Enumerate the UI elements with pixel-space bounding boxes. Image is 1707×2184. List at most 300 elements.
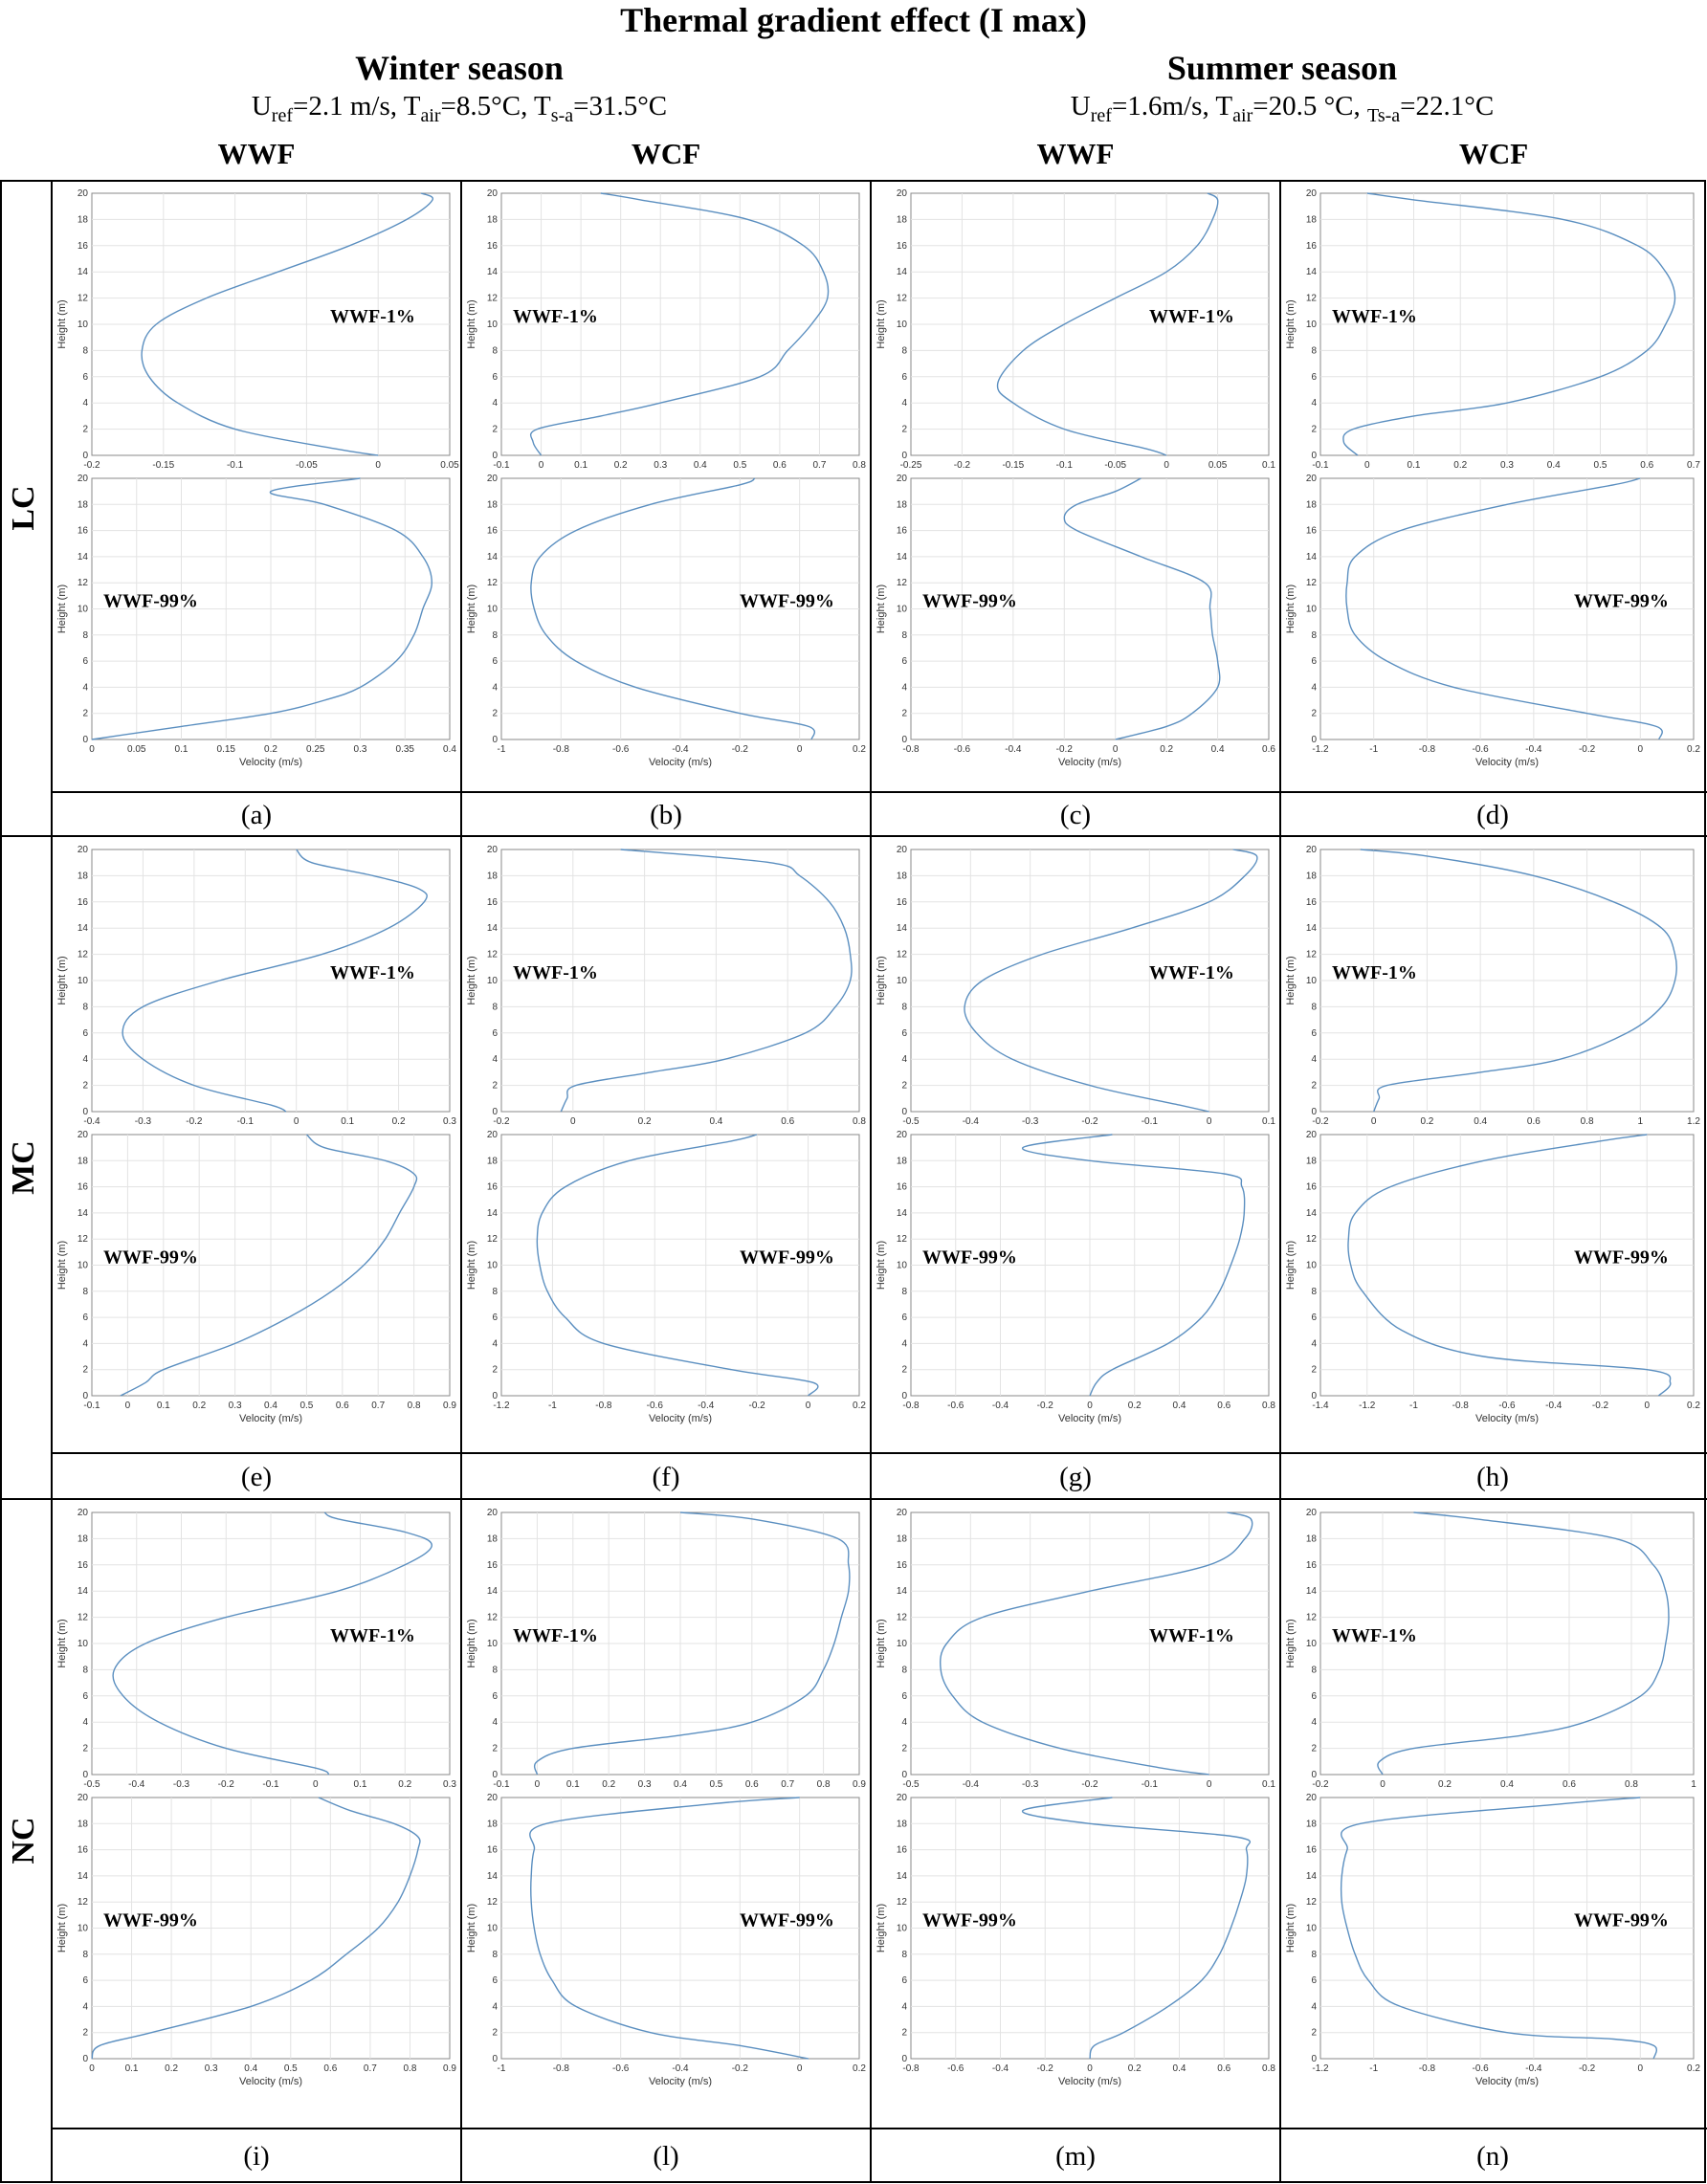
winter-tsa: =31.5°C	[573, 91, 668, 121]
figure-title: Thermal gradient effect (I max)	[620, 1, 1087, 39]
x-axis-label: Velocity (m/s)	[1474, 1413, 1540, 1424]
x-tick-label: -0.6	[612, 744, 630, 755]
x-tick-label: 0.2	[398, 1779, 412, 1790]
y-tick-label: 18	[896, 499, 907, 511]
plot-top-g	[876, 845, 1275, 1127]
x-tick-label: 0.1	[156, 1401, 170, 1411]
y-tick-label: 6	[901, 1975, 907, 1987]
y-tick-label: 16	[896, 896, 907, 908]
x-tick-label: 0.8	[403, 2063, 417, 2074]
y-tick-label: 0	[901, 1107, 907, 1117]
x-tick-label: 0.4	[1546, 460, 1561, 471]
x-axis-label: Velocity (m/s)	[1057, 757, 1122, 768]
y-axis-label: Height (m)	[876, 1903, 887, 1953]
y-tick-label: 14	[1305, 267, 1317, 278]
y-tick-label: 12	[77, 578, 88, 589]
y-tick-label: 8	[82, 1286, 88, 1297]
y-tick-label: 10	[486, 604, 498, 615]
y-tick-label: 18	[896, 871, 907, 882]
x-axis-label: Velocity (m/s)	[238, 2076, 303, 2087]
x-tick-label: -0.3	[1022, 1116, 1039, 1127]
y-tick-label: 8	[1311, 1949, 1317, 1960]
x-tick-label: 1.2	[1687, 1116, 1700, 1127]
x-tick-label: -0.6	[1472, 744, 1489, 755]
y-tick-label: 12	[1305, 1234, 1317, 1246]
y-tick-label: 10	[896, 320, 907, 330]
x-tick-label: 0	[1370, 1116, 1377, 1127]
x-tick-label: 0.3	[443, 1779, 456, 1790]
y-tick-label: 6	[1311, 1975, 1317, 1987]
y-tick-label: 8	[82, 1665, 88, 1676]
summer-uref: =1.6m/s, T	[1111, 91, 1233, 121]
x-tick-label: -0.2	[748, 1401, 765, 1411]
winter-uref: =2.1 m/s, T	[292, 91, 421, 121]
plot-bottom-e	[56, 1130, 456, 1424]
y-tick-label: 12	[77, 293, 88, 304]
y-tick-label: 14	[486, 1586, 498, 1598]
x-tick-label: 0.1	[1262, 1116, 1275, 1127]
y-tick-label: 16	[77, 1844, 88, 1856]
y-tick-label: 20	[77, 1130, 88, 1140]
x-tick-label: 0.2	[637, 1116, 652, 1127]
x-tick-label: 0.05	[1208, 460, 1228, 471]
curve-annotation: WWF-99%	[1574, 590, 1669, 612]
y-tick-label: 18	[486, 1533, 498, 1545]
plot-top-i	[56, 1508, 456, 1790]
y-tick-label: 10	[486, 1923, 498, 1934]
curve-annotation: WWF-1%	[1332, 1625, 1417, 1646]
y-axis-label: Height (m)	[56, 956, 68, 1005]
panel-caption: (a)	[240, 800, 273, 830]
curve-annotation: WWF-99%	[740, 1909, 834, 1931]
y-tick-label: 8	[492, 345, 498, 357]
y-tick-label: 6	[82, 1975, 88, 1987]
y-tick-label: 4	[901, 1054, 907, 1066]
y-tick-label: 20	[896, 845, 907, 855]
x-tick-label: 0.7	[812, 460, 827, 471]
y-axis-label: Height (m)	[1285, 956, 1297, 1005]
x-tick-label: 0.2	[613, 460, 628, 471]
y-tick-label: 10	[896, 604, 907, 615]
y-tick-label: 6	[901, 1027, 907, 1039]
y-tick-label: 20	[896, 188, 907, 199]
x-tick-label: -1	[1369, 744, 1379, 755]
y-tick-label: 8	[82, 345, 88, 357]
y-tick-label: 10	[896, 1639, 907, 1649]
x-tick-label: -0.4	[1525, 2063, 1542, 2074]
curve-annotation: WWF-1%	[1149, 1625, 1234, 1646]
x-tick-label: -0.2	[1055, 744, 1073, 755]
y-tick-label: 0	[82, 2054, 88, 2064]
x-tick-label: -0.2	[1578, 744, 1596, 755]
curve-annotation: WWF-99%	[922, 1246, 1017, 1268]
curve-annotation: WWF-1%	[1149, 962, 1234, 983]
curve-annotation: WWF-1%	[513, 1625, 598, 1646]
y-tick-label: 14	[896, 1870, 907, 1882]
y-tick-label: 16	[77, 896, 88, 908]
x-tick-label: -0.6	[1498, 1401, 1516, 1411]
x-tick-label: 0.2	[1687, 744, 1700, 755]
y-tick-label: 16	[77, 240, 88, 252]
panel-caption: (g)	[1059, 1462, 1092, 1492]
x-tick-label: 0.3	[228, 1401, 242, 1411]
winter-conditions	[86, 91, 832, 127]
y-tick-label: 4	[901, 398, 907, 409]
x-tick-label: 0.4	[1500, 1779, 1514, 1790]
y-tick-label: 16	[1305, 240, 1317, 252]
y-tick-label: 8	[492, 1002, 498, 1013]
y-tick-label: 16	[486, 1844, 498, 1856]
x-tick-label: 0.2	[1687, 2063, 1700, 2074]
y-tick-label: 12	[486, 949, 498, 960]
curve-annotation: WWF-1%	[330, 962, 415, 983]
x-tick-label: -1.4	[1312, 1401, 1329, 1411]
y-tick-label: 0	[82, 1107, 88, 1117]
x-tick-label: -1.2	[1312, 2063, 1329, 2074]
y-tick-label: 2	[82, 1080, 88, 1092]
y-axis-label: Height (m)	[1285, 1903, 1297, 1953]
y-tick-label: 4	[82, 2001, 88, 2013]
y-tick-label: 12	[1305, 293, 1317, 304]
panel-caption: (i)	[243, 2141, 270, 2172]
x-tick-label: -0.1	[493, 1779, 510, 1790]
x-tick-label: -0.4	[672, 2063, 689, 2074]
x-tick-label: -0.4	[1545, 1401, 1563, 1411]
x-tick-label: 0	[570, 1116, 576, 1127]
plot-top-n	[1285, 1508, 1696, 1790]
x-tick-label: 0	[1087, 2063, 1093, 2074]
y-tick-label: 6	[492, 656, 498, 668]
air-subscript: air	[1232, 104, 1253, 126]
y-tick-label: 18	[486, 499, 498, 511]
x-tick-label: -1	[547, 1401, 557, 1411]
y-axis-label: Height (m)	[56, 1903, 68, 1953]
y-tick-label: 10	[1305, 604, 1317, 615]
y-tick-label: 14	[77, 923, 88, 935]
plot-bottom-f	[466, 1130, 866, 1424]
y-tick-label: 10	[1305, 1639, 1317, 1649]
y-tick-label: 0	[901, 1391, 907, 1401]
x-tick-label: -0.3	[1022, 1779, 1039, 1790]
x-tick-label: 0.1	[124, 2063, 139, 2074]
ref-subscript: ref	[1090, 104, 1112, 126]
y-tick-label: 14	[896, 923, 907, 935]
x-tick-label: 0.4	[674, 1779, 687, 1790]
y-tick-label: 18	[1305, 1156, 1317, 1167]
x-tick-label: 0.2	[1438, 1779, 1452, 1790]
y-tick-label: 16	[486, 525, 498, 537]
y-tick-label: 16	[1305, 1181, 1317, 1193]
column-header-wcf-winter: WCF	[631, 137, 701, 170]
y-tick-label: 20	[486, 1130, 498, 1140]
x-tick-label: 0.4	[709, 1116, 723, 1127]
y-tick-label: 14	[1305, 551, 1317, 563]
summer-tair: =20.5 °C,	[1253, 91, 1368, 121]
y-tick-label: 20	[896, 474, 907, 484]
y-tick-label: 2	[82, 424, 88, 435]
x-tick-label: -0.4	[1005, 744, 1022, 755]
y-tick-label: 20	[486, 845, 498, 855]
y-tick-label: 10	[896, 976, 907, 986]
y-tick-label: 0	[492, 1107, 498, 1117]
x-tick-label: 0.8	[816, 1779, 831, 1790]
y-tick-label: 18	[77, 871, 88, 882]
y-tick-label: 18	[1305, 1533, 1317, 1545]
x-tick-label: 0	[1644, 1401, 1651, 1411]
plot-bottom-l	[466, 1793, 866, 2087]
panel-caption: (l)	[653, 2141, 679, 2172]
x-tick-label: -0.1	[1141, 1779, 1158, 1790]
x-tick-label: -0.1	[226, 460, 244, 471]
y-tick-label: 6	[82, 1027, 88, 1039]
y-tick-label: 4	[492, 1338, 498, 1350]
x-tick-label: 0	[89, 744, 95, 755]
y-tick-label: 12	[896, 949, 907, 960]
curve-annotation: WWF-99%	[103, 1246, 198, 1268]
x-tick-label: 0.6	[1563, 1779, 1576, 1790]
y-tick-label: 16	[896, 1559, 907, 1571]
y-tick-label: 10	[1305, 1260, 1317, 1271]
y-tick-label: 4	[492, 1054, 498, 1066]
x-tick-label: 0.5	[733, 460, 747, 471]
row-label: LC	[5, 485, 41, 531]
x-tick-label: -0.2	[186, 1116, 203, 1127]
y-tick-label: 20	[896, 1130, 907, 1140]
y-tick-label: 16	[486, 1559, 498, 1571]
y-tick-label: 16	[896, 1181, 907, 1193]
y-tick-label: 0	[492, 451, 498, 461]
x-tick-label: 0.5	[709, 1779, 723, 1790]
panel-caption: (m)	[1055, 2141, 1096, 2172]
x-tick-label: -1	[1369, 2063, 1379, 2074]
x-tick-label: 0	[1637, 2063, 1644, 2074]
y-tick-label: 20	[77, 1508, 88, 1518]
y-tick-label: 20	[77, 474, 88, 484]
y-tick-label: 4	[82, 682, 88, 694]
x-tick-label: -0.8	[902, 2063, 920, 2074]
ref-subscript: ref	[271, 104, 293, 126]
x-tick-label: -0.1	[236, 1116, 254, 1127]
y-tick-label: 0	[82, 1770, 88, 1780]
plot-bottom-n	[1285, 1793, 1700, 2087]
y-tick-label: 18	[77, 1533, 88, 1545]
plot-bottom-i	[56, 1793, 456, 2087]
y-tick-label: 4	[1311, 1338, 1317, 1350]
x-tick-label: -0.8	[1418, 2063, 1436, 2074]
y-tick-label: 20	[1305, 474, 1317, 484]
y-tick-label: 18	[1305, 871, 1317, 882]
panel-caption: (e)	[240, 1462, 273, 1492]
y-tick-label: 2	[82, 1364, 88, 1376]
x-tick-label: 0.5	[1593, 460, 1607, 471]
x-tick-label: 0.6	[772, 460, 787, 471]
x-tick-label: -0.3	[172, 1779, 190, 1790]
x-tick-label: 0.1	[1262, 460, 1275, 471]
y-tick-label: 12	[1305, 949, 1317, 960]
curve-annotation: WWF-99%	[922, 590, 1017, 612]
x-tick-label: 0.3	[637, 1779, 652, 1790]
y-tick-label: 8	[492, 1665, 498, 1676]
x-tick-label: 0.4	[1210, 744, 1225, 755]
x-tick-label: -0.8	[1418, 744, 1436, 755]
y-axis-label: Height (m)	[876, 1619, 887, 1668]
x-tick-label: 0	[375, 460, 381, 471]
x-tick-label: -0.2	[493, 1116, 510, 1127]
y-tick-label: 10	[77, 1639, 88, 1649]
x-tick-label: 0	[796, 2063, 803, 2074]
y-tick-label: 18	[1305, 1819, 1317, 1830]
y-tick-label: 12	[896, 293, 907, 304]
x-tick-label: -1.2	[1312, 744, 1329, 755]
y-tick-label: 18	[486, 1156, 498, 1167]
y-tick-label: 8	[901, 1286, 907, 1297]
y-tick-label: 18	[77, 499, 88, 511]
plot-bottom-b	[466, 474, 866, 768]
x-tick-label: -0.1	[493, 460, 510, 471]
x-tick-label: -0.4	[991, 1401, 1009, 1411]
y-tick-label: 20	[77, 1793, 88, 1803]
y-tick-label: 20	[1305, 1508, 1317, 1518]
y-tick-label: 14	[77, 1870, 88, 1882]
y-tick-label: 12	[1305, 578, 1317, 589]
y-tick-label: 8	[901, 1002, 907, 1013]
x-axis-label: Velocity (m/s)	[1474, 757, 1540, 768]
x-tick-label: -0.2	[953, 460, 971, 471]
plot-top-e	[56, 845, 456, 1127]
x-tick-label: 0.6	[1526, 1116, 1541, 1127]
y-tick-label: 0	[1311, 1107, 1317, 1117]
y-tick-label: 8	[901, 1665, 907, 1676]
x-tick-label: -0.4	[672, 744, 689, 755]
x-tick-label: -0.6	[612, 2063, 630, 2074]
y-tick-label: 14	[896, 267, 907, 278]
x-tick-label: 0.2	[853, 1401, 866, 1411]
y-tick-label: 2	[82, 2027, 88, 2039]
y-tick-label: 2	[492, 1364, 498, 1376]
y-tick-label: 16	[1305, 1559, 1317, 1571]
curve-annotation: WWF-1%	[1332, 306, 1417, 327]
y-tick-label: 18	[486, 871, 498, 882]
y-tick-label: 2	[1311, 708, 1317, 719]
y-tick-label: 6	[82, 1313, 88, 1324]
x-tick-label: -0.4	[698, 1401, 715, 1411]
x-tick-label: -0.05	[296, 460, 318, 471]
y-axis-label: Height (m)	[876, 584, 887, 634]
plot-top-b	[466, 188, 866, 471]
x-tick-label: -0.8	[552, 2063, 569, 2074]
y-tick-label: 10	[896, 1923, 907, 1934]
x-tick-label: 0.7	[781, 1779, 795, 1790]
y-axis-label: Height (m)	[56, 1240, 68, 1291]
y-tick-label: 6	[492, 1975, 498, 1987]
x-tick-label: 0.2	[391, 1116, 406, 1127]
y-tick-label: 20	[486, 188, 498, 199]
x-tick-label: 0.25	[306, 744, 325, 755]
y-tick-label: 4	[82, 1338, 88, 1350]
y-tick-label: 0	[901, 735, 907, 745]
plot-top-m	[876, 1508, 1275, 1790]
y-tick-label: 6	[901, 1690, 907, 1702]
curve-annotation: WWF-99%	[1574, 1246, 1669, 1268]
x-tick-label: 0	[293, 1116, 299, 1127]
curve-annotation: WWF-99%	[740, 590, 834, 612]
plot-bottom-g	[876, 1130, 1275, 1424]
y-tick-label: 12	[896, 1234, 907, 1246]
x-tick-label: -1.2	[1359, 1401, 1376, 1411]
x-axis-label: Velocity (m/s)	[648, 2076, 713, 2087]
y-tick-label: 4	[901, 2001, 907, 2013]
y-tick-label: 4	[492, 2001, 498, 2013]
y-tick-label: 12	[486, 1612, 498, 1623]
y-tick-label: 6	[1311, 1313, 1317, 1324]
x-tick-label: 0	[1206, 1779, 1212, 1790]
y-tick-label: 18	[486, 214, 498, 226]
x-tick-label: -0.2	[1036, 2063, 1053, 2074]
x-tick-label: -0.2	[1081, 1116, 1098, 1127]
y-tick-label: 4	[1311, 682, 1317, 694]
x-tick-label: 0.8	[407, 1401, 421, 1411]
y-tick-label: 4	[1311, 2001, 1317, 2013]
y-tick-label: 6	[492, 371, 498, 383]
y-tick-label: 10	[1305, 320, 1317, 330]
y-tick-label: 12	[896, 1897, 907, 1908]
x-tick-label: -0.2	[1578, 2063, 1596, 2074]
y-axis-label: Height (m)	[466, 956, 477, 1005]
y-tick-label: 10	[486, 1260, 498, 1271]
y-tick-label: 2	[492, 1743, 498, 1754]
winter-season-title: Winter season	[355, 49, 564, 87]
x-tick-label: -0.2	[1312, 1779, 1329, 1790]
x-tick-label: 0.1	[1262, 1779, 1275, 1790]
column-header-wwf-winter: WWF	[217, 137, 296, 170]
x-tick-label: 0.6	[1262, 744, 1275, 755]
y-tick-label: 10	[486, 976, 498, 986]
panel-caption: (f)	[652, 1462, 680, 1492]
panel-caption: (b)	[650, 800, 682, 830]
x-tick-label: -0.1	[1055, 460, 1073, 471]
column-header-wcf-summer: WCF	[1458, 137, 1529, 170]
y-axis-label: Height (m)	[466, 584, 477, 634]
y-tick-label: 16	[77, 1181, 88, 1193]
y-axis-label: Height (m)	[876, 299, 887, 349]
x-tick-label: -0.3	[134, 1116, 152, 1127]
row-label: MC	[5, 1140, 41, 1195]
x-tick-label: -0.6	[947, 2063, 964, 2074]
x-tick-label: -0.4	[128, 1779, 145, 1790]
x-tick-label: -0.05	[1104, 460, 1127, 471]
x-tick-label: 0.6	[323, 2063, 338, 2074]
x-tick-label: 0.4	[693, 460, 707, 471]
x-tick-label: 0	[1363, 460, 1370, 471]
x-axis-label: Velocity (m/s)	[238, 757, 303, 768]
y-tick-label: 18	[486, 1819, 498, 1830]
profiles-grid	[0, 180, 1707, 2184]
y-tick-label: 2	[901, 1080, 907, 1092]
u-symbol: U	[1070, 91, 1091, 121]
y-tick-label: 2	[492, 2027, 498, 2039]
x-tick-label: -0.6	[1472, 2063, 1489, 2074]
y-tick-label: 12	[77, 949, 88, 960]
x-tick-label: -0.15	[1002, 460, 1025, 471]
y-tick-label: 18	[896, 1533, 907, 1545]
y-tick-label: 2	[901, 1364, 907, 1376]
x-tick-label: -0.8	[595, 1401, 612, 1411]
x-tick-label: -0.15	[152, 460, 175, 471]
y-axis-label: Height (m)	[876, 956, 887, 1005]
y-tick-label: 0	[82, 1391, 88, 1401]
panel-caption: (d)	[1476, 800, 1509, 830]
x-tick-label: -0.1	[1312, 460, 1329, 471]
